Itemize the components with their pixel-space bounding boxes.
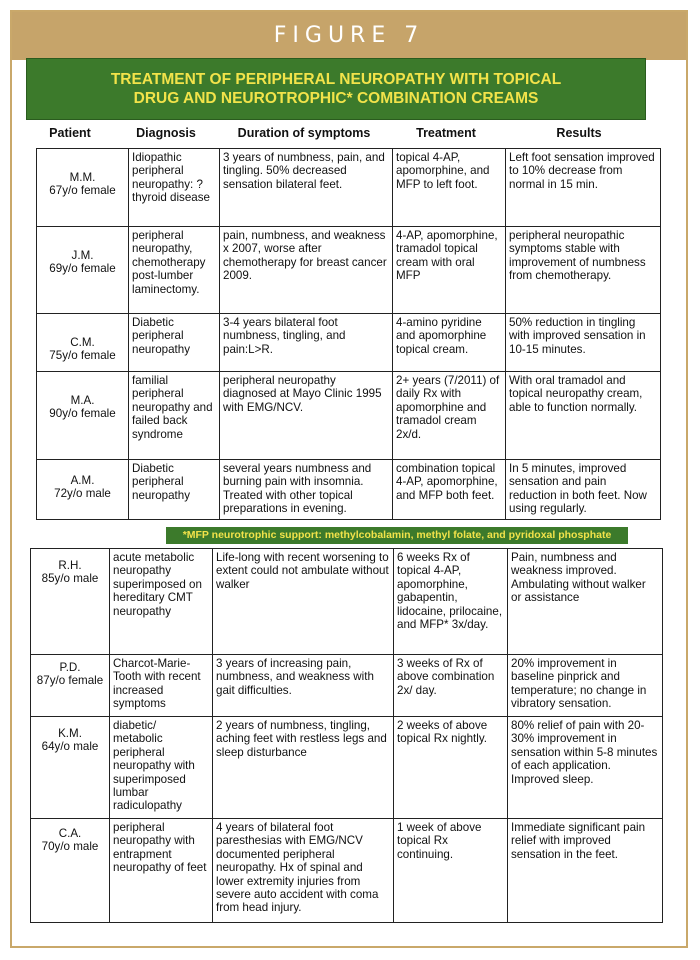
header-treatment: Treatment bbox=[416, 126, 476, 140]
patient-info: 90y/o female bbox=[49, 407, 116, 421]
patient-name: A.M. bbox=[70, 474, 95, 487]
treatment-table-2 bbox=[30, 548, 663, 923]
results-cell: In 5 minutes, improved sensation and pain reduction in both feet. Now using regularly. bbox=[506, 460, 661, 520]
diagnosis-cell: Charcot-Marie-Tooth with recent increased symptoms bbox=[110, 655, 213, 717]
patient-info: 70y/o male bbox=[41, 840, 99, 854]
diagnosis-cell: acute metabolic neuropathy superimposed on hereditary CMT neuropathy bbox=[110, 549, 213, 655]
patient-name: C.M. bbox=[70, 336, 95, 349]
table-title bbox=[26, 58, 646, 120]
results-cell: Immediate significant pain relief with improved sensation in the feet. bbox=[508, 819, 663, 923]
treatment-cell: topical 4-AP, apomorphine, and MFP to left foot. bbox=[393, 149, 506, 227]
header-patient: Patient bbox=[49, 126, 91, 140]
duration-cell: Life-long with recent worsening to extent could not ambulate without walker bbox=[213, 549, 394, 655]
table-row bbox=[31, 549, 663, 655]
treatment-cell: 3 weeks of Rx of above combination 2x/ day. bbox=[394, 655, 508, 717]
diagnosis-cell: Diabetic peripheral neuropathy bbox=[129, 314, 220, 372]
treatment-cell: 2+ years (7/2011) of daily Rx with apomorphine and tramadol cream 2x/d. bbox=[393, 372, 506, 460]
duration-cell: several years numbness and burning pain with insomnia. Treated with other topical preparations in evening. bbox=[220, 460, 393, 520]
treatment-cell: 2 weeks of above topical Rx nightly. bbox=[394, 717, 508, 819]
diagnosis-cell: peripheral neuropathy, chemotherapy post-lumber laminectomy. bbox=[129, 227, 220, 314]
table-row bbox=[37, 372, 661, 460]
treatment-cell: combination topical 4-AP, apomorphine, and MFP both feet. bbox=[393, 460, 506, 520]
patient-info: 75y/o female bbox=[49, 349, 116, 363]
duration-cell: 3 years of increasing pain, numbness, and weakness with gait difficulties. bbox=[213, 655, 394, 717]
patient-info: 85y/o male bbox=[41, 572, 99, 586]
duration-cell: 2 years of numbness, tingling, aching feet with restless legs and sleep disturbance bbox=[213, 717, 394, 819]
table-row bbox=[37, 460, 661, 520]
patient-name: M.A. bbox=[70, 394, 95, 407]
mfp-footnote: *MFP neurotrophic support: methylcobalamin, methyl folate, and pyridoxal phosphate bbox=[166, 527, 628, 544]
header-results: Results bbox=[556, 126, 602, 140]
diagnosis-cell: Idiopathic peripheral neuropathy: ? thyroid disease bbox=[129, 149, 220, 227]
diagnosis-cell: familial peripheral neuropathy and failed back syndrome bbox=[129, 372, 220, 460]
table-row bbox=[31, 819, 663, 923]
duration-cell: 4 years of bilateral foot paresthesias with EMG/NCV documented peripheral neuropathy. Hx of spinal and lower extremity injuries from severe auto accident with coma from head injury. bbox=[213, 819, 394, 923]
patient-name: K.M. bbox=[58, 727, 82, 740]
diagnosis-cell: Diabetic peripheral neuropathy bbox=[129, 460, 220, 520]
treatment-table-1 bbox=[36, 148, 661, 520]
results-cell: peripheral neuropathic symptoms stable with improvement of numbness from chemotherapy. bbox=[506, 227, 661, 314]
figure-label: FIGURE 7 bbox=[12, 12, 686, 60]
results-cell: With oral tramadol and topical neuropathy cream, able to function normally. bbox=[506, 372, 661, 460]
results-cell: Left foot sensation improved to 10% decrease from normal in 15 min. bbox=[506, 149, 661, 227]
patient-cell bbox=[31, 717, 110, 819]
patient-cell bbox=[31, 655, 110, 717]
patient-info: 64y/o male bbox=[41, 740, 99, 754]
duration-cell: 3-4 years bilateral foot numbness, tingling, and pain:L>R. bbox=[220, 314, 393, 372]
patient-cell bbox=[31, 819, 110, 923]
results-cell: 20% improvement in baseline pinprick and temperature; no change in vibratory sensation. bbox=[508, 655, 663, 717]
table-row bbox=[37, 314, 661, 372]
duration-cell: peripheral neuropathy diagnosed at Mayo Clinic 1995 with EMG/NCV. bbox=[220, 372, 393, 460]
patient-info: 72y/o male bbox=[54, 487, 111, 501]
treatment-cell: 6 weeks Rx of topical 4-AP, apomorphine, gabapentin, lidocaine, prilocaine, and MFP* 3x/day. bbox=[394, 549, 508, 655]
results-cell: 80% relief of pain with 20-30% improvement in sensation within 5-8 minutes of each application. Improved sleep. bbox=[508, 717, 663, 819]
results-cell: Pain, numbness and weakness improved. Ambulating without walker or assistance bbox=[508, 549, 663, 655]
table-row bbox=[31, 655, 663, 717]
patient-name: R.H. bbox=[58, 559, 82, 572]
patient-cell bbox=[37, 149, 129, 227]
patient-name: M.M. bbox=[69, 171, 96, 184]
table-row bbox=[37, 227, 661, 314]
patient-cell bbox=[31, 549, 110, 655]
treatment-cell: 4-AP, apomorphine, tramadol topical cream with oral MFP bbox=[393, 227, 506, 314]
patient-cell bbox=[37, 372, 129, 460]
table-row bbox=[37, 149, 661, 227]
title-line-2: DRUG AND NEUROTROPHIC* COMBINATION CREAMS bbox=[133, 90, 539, 107]
treatment-cell: 4-amino pyridine and apomorphine topical cream. bbox=[393, 314, 506, 372]
patient-cell bbox=[37, 314, 129, 372]
patient-name: C.A. bbox=[58, 827, 82, 840]
table-row bbox=[31, 717, 663, 819]
diagnosis-cell: diabetic/ metabolic peripheral neuropathy with superimposed lumbar radiculopathy bbox=[110, 717, 213, 819]
column-headers bbox=[26, 124, 646, 144]
diagnosis-cell: peripheral neuropathy with entrapment neuropathy of feet bbox=[110, 819, 213, 923]
patient-info: 67y/o female bbox=[49, 184, 116, 198]
treatment-cell: 1 week of above topical Rx continuing. bbox=[394, 819, 508, 923]
patient-info: 69y/o female bbox=[49, 262, 116, 276]
results-cell: 50% reduction in tingling with improved sensation in 10-15 minutes. bbox=[506, 314, 661, 372]
duration-cell: 3 years of numbness, pain, and tingling. 50% decreased sensation bilateral feet. bbox=[220, 149, 393, 227]
patient-name: J.M. bbox=[71, 249, 94, 262]
duration-cell: pain, numbness, and weakness x 2007, worse after chemotherapy for breast cancer 2009. bbox=[220, 227, 393, 314]
patient-name: P.D. bbox=[59, 661, 81, 674]
patient-info: 87y/o female bbox=[36, 674, 104, 688]
header-duration: Duration of symptoms bbox=[237, 126, 371, 140]
title-line-1: TREATMENT OF PERIPHERAL NEUROPATHY WITH TOPICAL bbox=[110, 71, 562, 88]
header-diagnosis: Diagnosis bbox=[136, 126, 196, 140]
patient-cell bbox=[37, 460, 129, 520]
patient-cell bbox=[37, 227, 129, 314]
